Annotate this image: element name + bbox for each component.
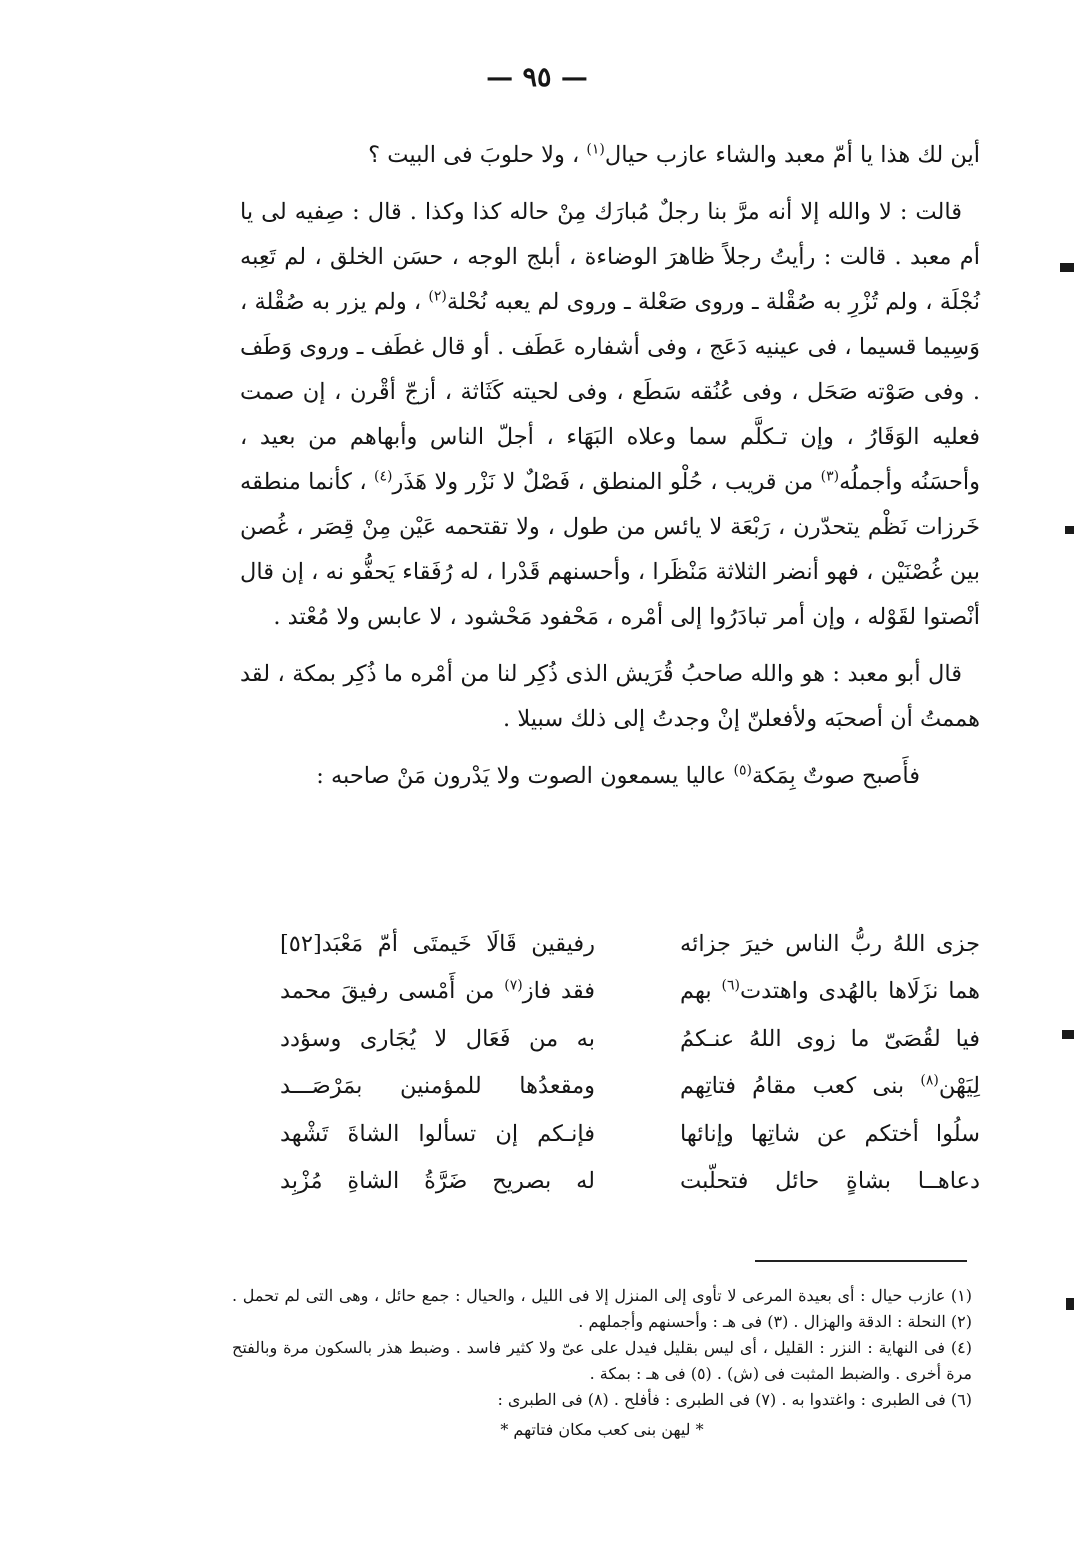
- verse-4-first-text-a: لِيَهْن: [938, 1073, 980, 1100]
- footnote-block-1: (١) عازب حيال : أى بعيدة المرعى لا تأوى إلى المنزل إلا فى الليل ، والحيال : جمع حائل ، وهى التى لم تحمل . (٢) النحلة : الدقة والهزال . (٣) فى هـ : وأحسنهم وأجملهم .: [232, 1286, 972, 1331]
- main-text: [240, 133, 980, 799]
- scan-margin-mark: [1062, 1030, 1074, 1039]
- verse-4-first-text-b: بنى كعب مقامُ فتاتِهم: [680, 1073, 905, 1100]
- verse-2-second-hemistich: [280, 978, 595, 1004]
- verse-6: [280, 1158, 980, 1206]
- verse-4: [280, 1063, 980, 1111]
- verse-2-first-text: هما نزَلَاها بالهُدى واهتدت: [739, 978, 980, 1005]
- p1-text: أين لك هذا يا أمّ معبد والشاء عازب حيال: [604, 142, 980, 168]
- poem: [280, 920, 980, 1205]
- verse-1-first-hemistich: جزى اللهُ ربُّ الناس خيرَ جزائه: [680, 930, 980, 957]
- p2-text-a: قالت : لا والله إلا أنه مرَّ بنا رجلٌ مُبارَك مِنْ حاله كذا وكذا . قال : صِفيه لى يا أم معبد . قالت : رأيتُ رجلاً ظاهرَ الوضاءة ، أبلج الوجه ، حسَن الخلق ، لم تَعِبه نُجْلَة ، ولم تُزْرِ به صُقْلة ـ وروى صَعْلة ـ وروى لم يعبه نُحْلة: [240, 199, 980, 315]
- p2-text-b: ، ولم يزر به صُقْلة ، وَسِيما قسيما ، فى عينيه دَعَج ، وفى أشفاره عَطَف . أو قال غطَف ـ وروى وَطَف . وفى صَوْته صَحَل ، وفى عُنُقه سَطَع ، وفى لحيته كَثَاثة ، أزجّ أقْرن ، إن صمت فعليه الوَقَارُ ، وإن تـكلَّم سما وعلاه البَهَاء ، أجلّ الناس وأبهاهم من بعيد ، وأحسَنُه وأجملُه: [240, 289, 981, 495]
- paragraph-4: [240, 754, 980, 799]
- verse-2-second-text-a: فقد فاز: [522, 978, 595, 1005]
- verse-5-first-hemistich: سلُوا أختكم عن شاتِها وإنائها: [680, 1120, 980, 1147]
- scan-margin-mark: [1060, 263, 1074, 272]
- footnote-ref-8: (٨): [920, 1072, 939, 1089]
- p4-text-b: عاليا يسمعون الصوت ولا يَدْرون مَنْ صاحبه :: [316, 763, 727, 789]
- footnote-ref-7: (٧): [504, 977, 523, 994]
- verse-2-second-text-b: من أَمْسى رفيقَ محمد: [280, 978, 495, 1005]
- verse-3: [280, 1015, 980, 1063]
- paragraph-1: [240, 133, 980, 178]
- scan-margin-mark: [1065, 526, 1074, 534]
- verse-3-first-hemistich: فيا لقُصَىّ ما زوى اللهُ عنـكمُ: [680, 1025, 980, 1052]
- footnote-ref-2: (٢): [428, 288, 447, 305]
- verse-5: [280, 1110, 980, 1158]
- p2-text-d: ، كأنما منطقه خَرزات نَظْم يتحدّرن ، رَبْعَة لا يائس من طول ، ولا تقتحمه عَيْن مِنْ قِصَر ، غُصن بين غُصْنَيْن ، فهو أنضر الثلاثة مَنْظَرا ، وأحسنهم قَدْرا ، له رُفَقاء يَحفُّو نه ، إن قال أنْصتوا لقَوْله ، وإن أمر تبادَرُوا إلى أمْره ، مَحْفود مَحْشود ، لا عابس ولا مُعْتد .: [240, 469, 980, 630]
- footnote-block-2: (٤) فى النهاية : النزر : القليل ، أى ليس بقليل فيدل على عىّ ولا كثير فاسد . وضبط هذر بالسكون مرة وبالفتح مرة أخرى . والضبط المثبت فى (ش) . (٥) فى هـ : بمكة .: [232, 1338, 972, 1383]
- p2-text-c: من قريب ، حُلْو المنطق ، فَصْلٌ لا نَزْر ولا هَذَر: [392, 469, 814, 495]
- verse-4-second-hemistich: ومقعدُها للمؤمنين بمَرْصَـــد: [280, 1073, 595, 1100]
- footnote-ref-3: (٣): [820, 468, 840, 485]
- verse-1: [280, 920, 980, 968]
- scan-margin-mark: [1066, 1298, 1074, 1310]
- verse-2-first-hemistich: [680, 978, 980, 1004]
- footnote-ref-6: (٦): [721, 977, 740, 994]
- verse-6-second-hemistich: له بصريح ضَرَّةُ الشاةِ مُزْبِد: [280, 1168, 595, 1195]
- footnote-ref-4: (٤): [374, 468, 393, 485]
- verse-2-first-end: بهم: [680, 978, 712, 1005]
- footnote-quoted-verse: * ليهن بنى كعب مكان فتاتهم *: [500, 1420, 704, 1439]
- footnote-block-3: (٦) فى الطبرى : واغتدوا به . (٧) فى الطبرى : فأفلح . (٨) فى الطبرى :: [497, 1390, 972, 1409]
- verse-5-second-hemistich: فإنـكم إن تسألوا الشاةَ تَشْهد: [280, 1120, 595, 1147]
- page-number: — ٩٥ —: [486, 62, 588, 93]
- verse-2: [280, 968, 980, 1016]
- footnote-ref-1: (١): [586, 141, 605, 158]
- verse-3-second-hemistich: به من فَعَال لا يُجَارى وسؤدد: [280, 1025, 595, 1052]
- p1-end-text: ، ولا حلوبَ فى البيت ؟: [368, 142, 580, 168]
- p4-text-a: فأَصبح صوتٌ بِمَكة: [751, 763, 920, 789]
- verse-4-first-hemistich: [680, 1073, 980, 1099]
- verse-1-second-hemistich: رفيقين قَالَا خَيمتَى أمّ مَعْبَد[٥٢]: [280, 930, 595, 957]
- footnote-divider: [755, 1260, 967, 1262]
- verse-6-first-hemistich: دعاهــا بشاةٍ حائل فتحلّبت: [680, 1168, 980, 1195]
- footnote-ref-5: (٥): [733, 762, 752, 779]
- p3-text: قال أبو معبد : هو والله صاحبُ قُرَيش الذى ذُكِر لنا من أمْره ما ذُكِر بمكة ، لقد هممتُ أن أصحبَه ولأفعلنّ إنْ وجدتُ إلى ذلك سبيلا .: [240, 661, 980, 732]
- paragraph-3: [240, 652, 980, 742]
- footnotes: [232, 1283, 972, 1443]
- paragraph-2: [240, 190, 980, 640]
